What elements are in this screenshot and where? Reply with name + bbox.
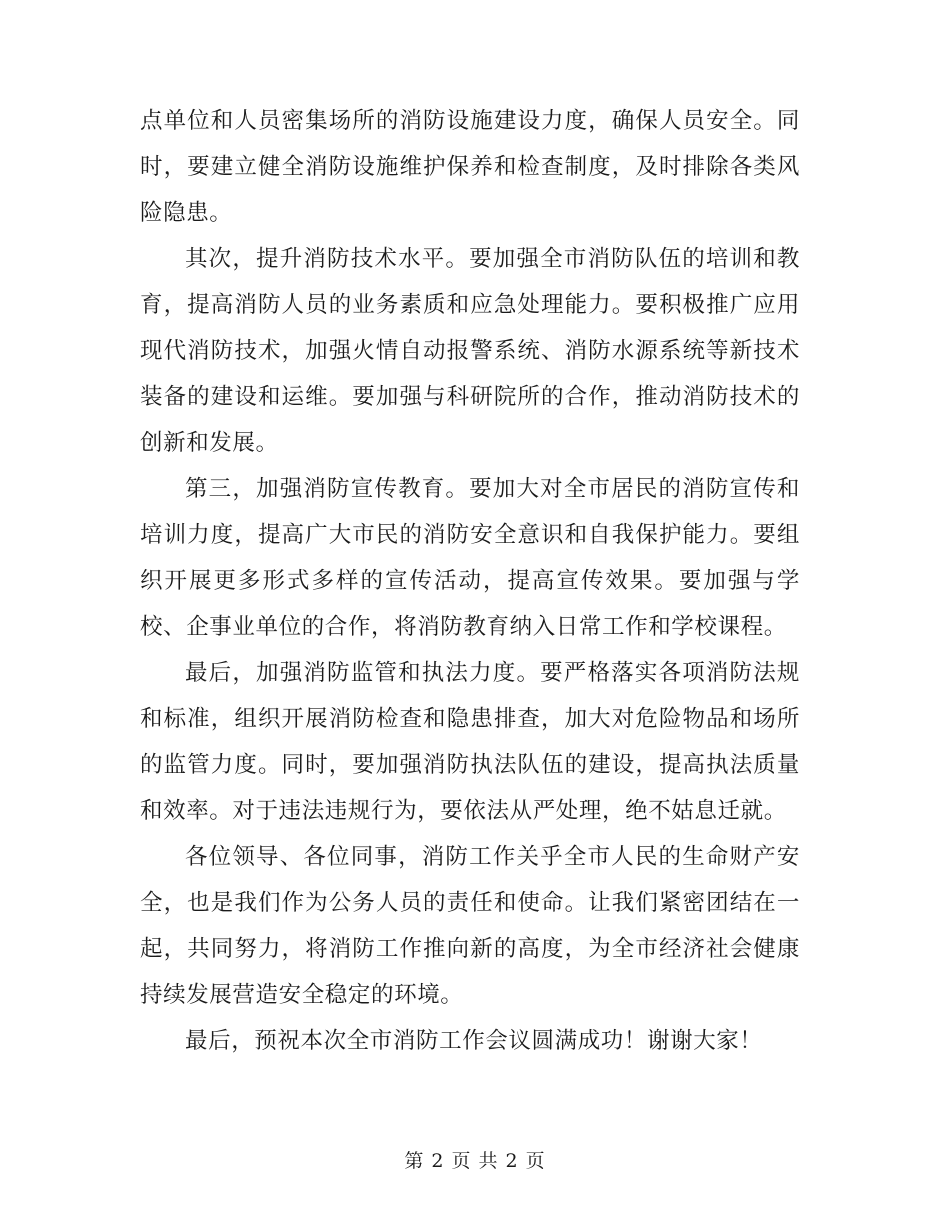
- paragraph-continuation: 点单位和人员密集场所的消防设施建设力度，确保人员安全。同时，要建立健全消防设施维护保养和检查制度，及时排除各类风险隐患。: [140, 108, 800, 226]
- paragraph-closing-appeal: 各位领导、各位同事，消防工作关乎全市人民的生命财产安全，也是我们作为公务人员的责任和使命。让我们紧密团结在一起，共同努力，将消防工作推向新的高度，为全市经济社会健康持续发展营造安全稳定的环境。: [140, 844, 800, 1008]
- paragraph-supervision: 最后，加强消防监管和执法力度。要严格落实各项消防法规和标准，组织开展消防检查和隐患排查，加大对危险物品和场所的监管力度。同时，要加强消防执法队伍的建设，提高执法质量和效率。对于违法违规行为，要依法从严处理，绝不姑息迁就。: [140, 660, 800, 824]
- paragraph-closing-wishes: 最后，预祝本次全市消防工作会议圆满成功！谢谢大家！: [185, 1028, 763, 1054]
- page-number-footer: 第 2 页 共 2 页: [404, 1150, 546, 1172]
- paragraph-education: 第三，加强消防宣传教育。要加大对全市居民的消防宣传和培训力度，提高广大市民的消防安全意识和自我保护能力。要组织开展更多形式多样的宣传活动，提高宣传效果。要加强与学校、企事业单位的合作，将消防教育纳入日常工作和学校课程。: [140, 476, 800, 640]
- document-body: [140, 98, 800, 1064]
- paragraph-technology: 其次，提升消防技术水平。要加强全市消防队伍的培训和教育，提高消防人员的业务素质和应急处理能力。要积极推广应用现代消防技术，加强火情自动报警系统、消防水源系统等新技术装备的建设和运维。要加强与科研院所的合作，推动消防技术的创新和发展。: [140, 246, 800, 456]
